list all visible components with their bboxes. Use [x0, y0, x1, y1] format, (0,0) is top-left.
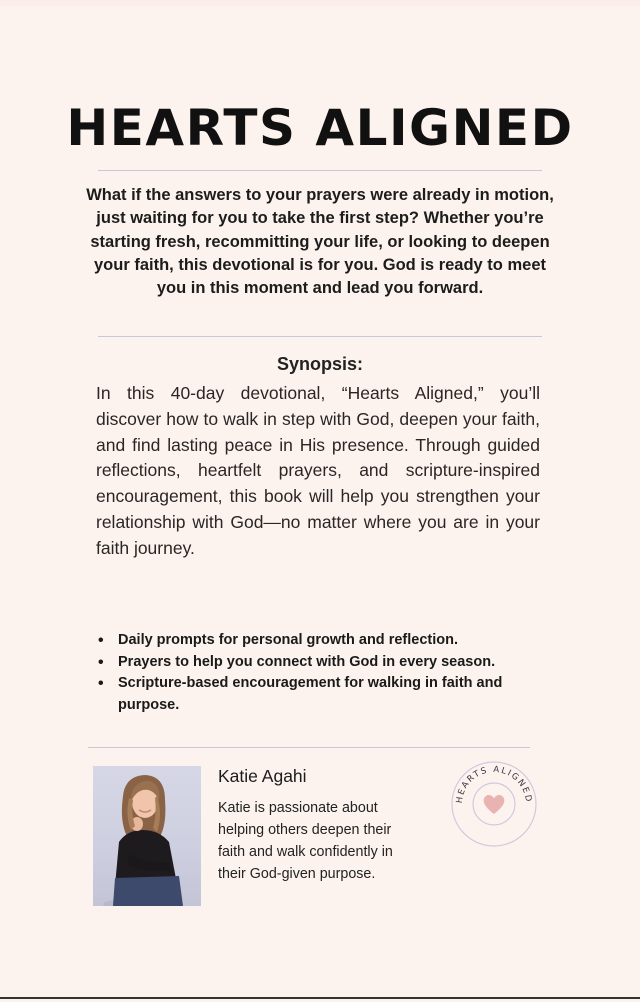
page-title: HEARTS ALIGNED	[66, 99, 574, 157]
divider-bottom	[88, 747, 530, 748]
bullet-dot-icon: •	[98, 675, 104, 692]
divider-top	[98, 170, 542, 171]
bullet-dot-icon: •	[98, 632, 104, 649]
author-bio: Katie is passionate about helping others deepen their faith and walk confidently in their God-given purpose.	[218, 800, 393, 882]
list-item	[98, 630, 518, 652]
divider-middle	[98, 336, 542, 337]
synopsis-heading: Synopsis:	[276, 354, 364, 374]
list-item	[98, 673, 518, 716]
author-portrait-illustration	[93, 766, 201, 906]
svg-text:HEARTS ALIGNED	[455, 765, 533, 804]
list-item	[98, 652, 518, 674]
bottom-rule	[0, 997, 640, 999]
list-item-text: Scripture-based encouragement for walking in faith and purpose.	[118, 675, 503, 713]
intro-paragraph: What if the answers to your prayers were already in motion, just waiting for you to take the first step? Whether you’re starting fresh, recommitting your life, or looking to deepen your faith, this devotional is for you. God is ready to meet you in this moment and lead you forward.	[86, 186, 554, 298]
feature-list	[98, 630, 518, 716]
heart-icon	[484, 795, 505, 814]
author-name: Katie Agahi	[218, 766, 307, 786]
list-item-text: Daily prompts for personal growth and reflection.	[118, 632, 458, 648]
synopsis-body: In this 40-day devotional, “Hearts Aligned,” you’ll discover how to walk in step with God, deepen your faith, and find lasting peace in His presence. Through guided reflections, heartfelt prayers, and scripture-inspired encouragement, this book will help you strengthen your relationship with God—no matter where you are in your faith journey.	[96, 383, 540, 558]
author-photo	[93, 766, 201, 906]
hearts-aligned-seal	[449, 759, 539, 849]
seal-text: HEARTS ALIGNED	[454, 764, 534, 804]
bullet-dot-icon: •	[98, 653, 104, 671]
list-item-text: Prayers to help you connect with God in every season.	[118, 653, 496, 670]
top-strip	[0, 0, 640, 6]
